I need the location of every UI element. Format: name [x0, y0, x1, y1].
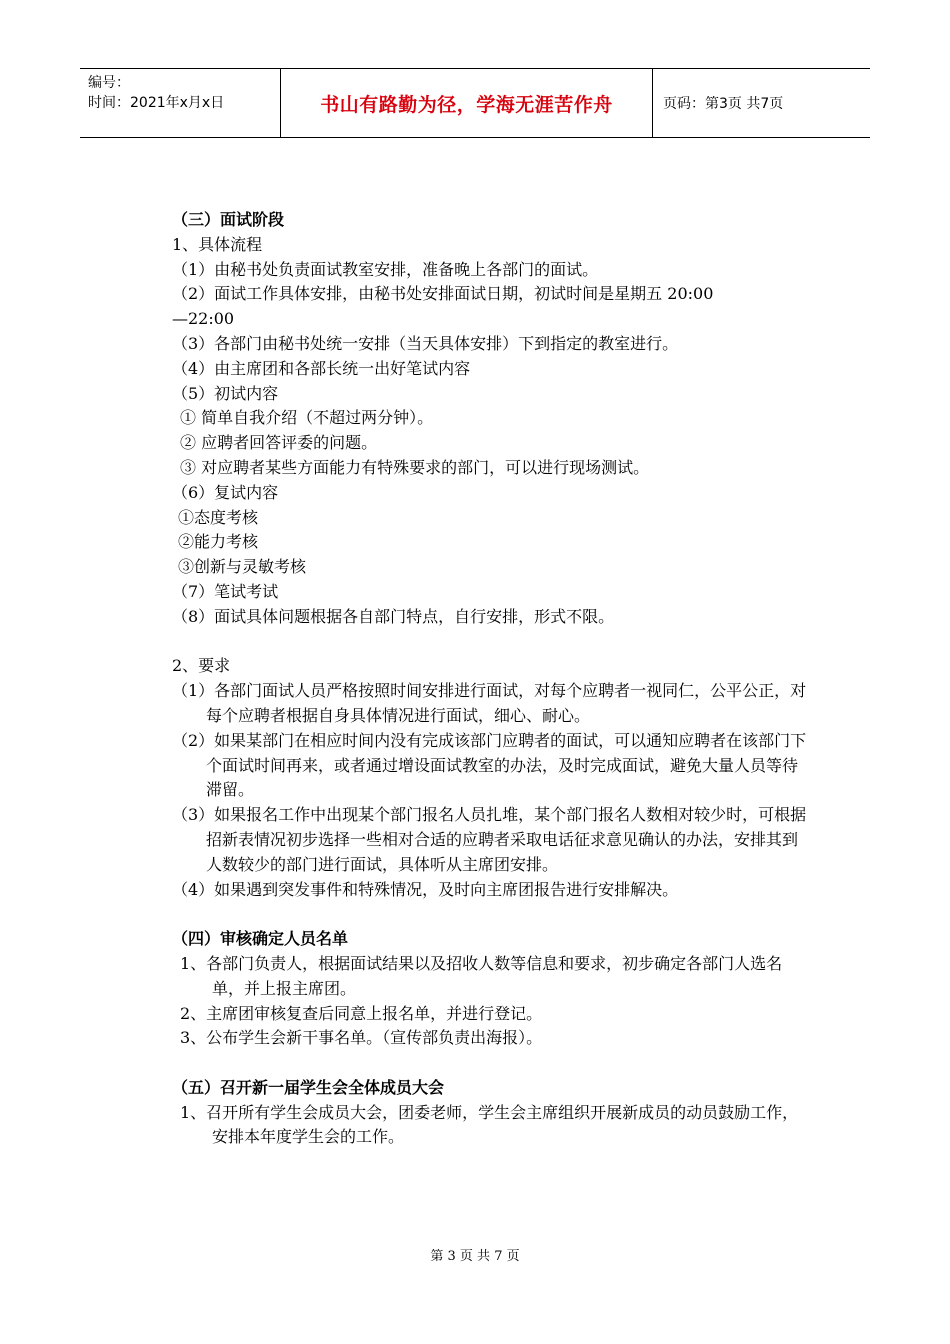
header-table	[80, 68, 870, 138]
section-heading: （三）面试阶段	[172, 210, 285, 229]
sub-list-item: ① 简单自我介绍（不超过两分钟）。	[180, 408, 434, 428]
list-item: （2）如果某部门在相应时间内没有完成该部门应聘者的面试，可以通知应聘者在该部门下个面试时间再来，或者通过增设面试教室的办法，及时完成面试，避免大量人员等待滞留。	[172, 730, 807, 800]
sub-list-item: ①态度考核	[178, 507, 259, 527]
list-item: （3）各部门由秘书处统一安排（当天具体安排）下到指定的教室进行。	[172, 333, 679, 353]
list-item: （5）初试内容	[172, 383, 279, 403]
list-item: 3、公布学生会新干事名单。（宣传部负责出海报）。	[180, 1028, 543, 1048]
list-item: 1、各部门负责人，根据面试结果以及招收人数等信息和要求，初步确定各部门人选名单，并上报主席团。	[180, 953, 783, 998]
sub-list-item: ③创新与灵敏考核	[178, 557, 307, 577]
list-item: （7）笔试考试	[172, 581, 279, 601]
page-footer: 第 3 页 共 7 页	[430, 1249, 520, 1264]
document-body	[172, 208, 812, 1150]
list-item: （6）复试内容	[172, 482, 279, 502]
section-heading: （四）审核确定人员名单	[172, 929, 349, 949]
list-item: （2）面试工作具体安排，由秘书处安排面试日期，初试时间是星期五 20:00	[172, 284, 714, 304]
list-item: （1）由秘书处负责面试教室安排，准备晚上各部门的面试。	[172, 259, 599, 279]
list-item: （1）各部门面试人员严格按照时间安排进行面试，对每个应聘者一视同仁，公平公正，对每个应聘者根据自身具体情况进行面试，细心、耐心。	[172, 681, 807, 725]
header-motto: 书山有路勤为径，学海无涯苦作舟	[281, 69, 653, 137]
list-item: 2、主席团审核复查后同意上报名单，并进行登记。	[180, 1003, 543, 1023]
code-label: 编号：	[88, 75, 130, 91]
sub-list-item: ②能力考核	[178, 532, 259, 552]
list-item-continued: —22:00	[172, 309, 235, 329]
list-item: （4）由主席团和各部长统一出好笔试内容	[172, 358, 471, 378]
sub-list-item: ③ 对应聘者某些方面能力有特殊要求的部门，可以进行现场测试。	[180, 457, 650, 477]
list-item: （4）如果遇到突发事件和特殊情况，及时向主席团报告进行安排解决。	[172, 879, 679, 899]
header-meta	[80, 69, 281, 137]
time-label: 时间：2021年x月x日	[88, 95, 225, 111]
section-heading: （五）召开新一届学生会全体成员大会	[172, 1077, 445, 1097]
list-item: （8）面试具体问题根据各自部门特点，自行安排，形式不限。	[172, 606, 615, 626]
subsection-title: 1、具体流程	[172, 234, 263, 254]
sub-list-item: ② 应聘者回答评委的问题。	[180, 433, 378, 453]
list-item: 1、召开所有学生会成员大会，团委老师，学生会主席组织开展新成员的动员鼓励工作，安排本年度学生会的工作。	[180, 1102, 799, 1147]
subsection-title: 2、要求	[172, 656, 231, 676]
list-item: （3）如果报名工作中出现某个部门报名人员扎堆，某个部门报名人数相对较少时，可根据招新表情况初步选择一些相对合适的应聘者采取电话征求意见确认的办法，安排其到人数较少的部门进行面试，具体听从主席团安排。	[172, 805, 807, 874]
header-page-code: 页码：第3页 共7页	[663, 96, 784, 112]
